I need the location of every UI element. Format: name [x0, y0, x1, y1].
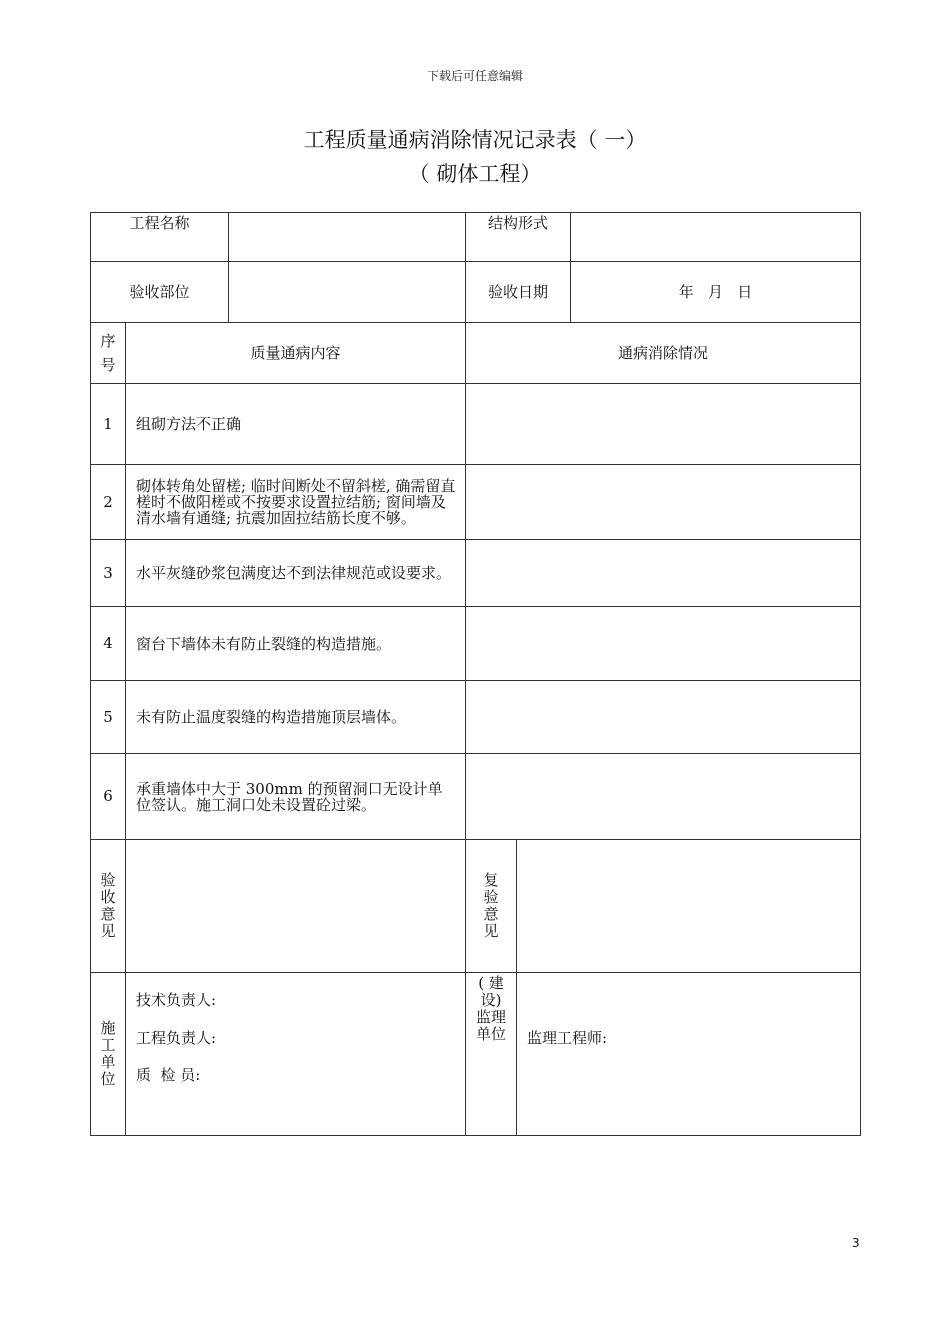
tech-lead-signature-field[interactable]: 技术负责人:: [136, 991, 217, 1009]
download-note: 下载后可任意编辑: [426, 69, 523, 83]
review-opinion-label: 复验意见: [483, 871, 499, 940]
defect-description: 未有防止温度裂缝的构造措施顶层墙体。: [136, 708, 407, 726]
elimination-status-field[interactable]: [466, 540, 860, 606]
acceptance-part-label: 验收部位: [129, 282, 190, 301]
project-lead-signature-field[interactable]: 工程负责人:: [136, 1029, 217, 1047]
elimination-status-field[interactable]: [466, 681, 860, 753]
row-number: 4: [103, 634, 113, 652]
column-header-status: 通病消除情况: [617, 343, 708, 362]
acceptance-opinion-field[interactable]: [126, 840, 465, 972]
column-header-content: 质量通病内容: [250, 343, 341, 362]
form-subtitle: （ 砌体工程）: [408, 162, 542, 186]
defect-description: 砌体转角处留槎; 临时间断处不留斜槎, 确需留直槎时不做阳槎或不按要求设置拉结筋; 窗间墙及清水墙有通缝; 抗震加固拉结筋长度不够。: [136, 477, 456, 527]
defect-description: 组砌方法不正确: [136, 415, 242, 433]
page-number: 3: [852, 1236, 860, 1250]
defect-description: 承重墙体中大于 300mm 的预留洞口无设计单位签认。施工洞口处未设置砼过梁。: [136, 779, 443, 814]
project-name-field[interactable]: [229, 213, 465, 261]
supervision-unit-label: ( 建设) 监理单位: [475, 974, 506, 1043]
row-number: 1: [103, 414, 113, 433]
supervision-signoff: [517, 973, 860, 1135]
structure-type-field[interactable]: [571, 213, 860, 261]
row-number: 5: [103, 707, 113, 726]
elimination-status-field[interactable]: [466, 754, 860, 839]
inspector-signature-field[interactable]: 质 检 员:: [136, 1066, 201, 1084]
construction-signoff: [126, 973, 465, 1135]
row-number: 2: [103, 492, 113, 511]
elimination-status-field[interactable]: [466, 384, 860, 464]
acceptance-date-field[interactable]: 年 月 日: [678, 282, 753, 301]
supervising-engineer-signature-field[interactable]: 监理工程师:: [527, 1029, 608, 1047]
elimination-status-field[interactable]: [466, 465, 860, 539]
acceptance-part-field[interactable]: [229, 262, 465, 322]
structure-type-label: 结构形式: [487, 214, 548, 232]
column-header-no: 序号: [100, 332, 116, 374]
form-title: 工程质量通病消除情况记录表（ 一）: [303, 128, 647, 152]
row-number: 6: [103, 787, 113, 805]
construction-unit-label: 施工单位: [100, 1019, 116, 1088]
project-name-label: 工程名称: [129, 214, 190, 232]
defect-description: 窗台下墙体未有防止裂缝的构造措施。: [136, 634, 392, 653]
acceptance-date-label: 验收日期: [487, 282, 548, 301]
defect-description: 水平灰缝砂浆包满度达不到法律规范或设要求。: [136, 564, 452, 582]
review-opinion-field[interactable]: [517, 840, 860, 972]
row-number: 3: [103, 563, 113, 582]
acceptance-opinion-label: 验收意见: [100, 871, 116, 940]
elimination-status-field[interactable]: [466, 607, 860, 680]
